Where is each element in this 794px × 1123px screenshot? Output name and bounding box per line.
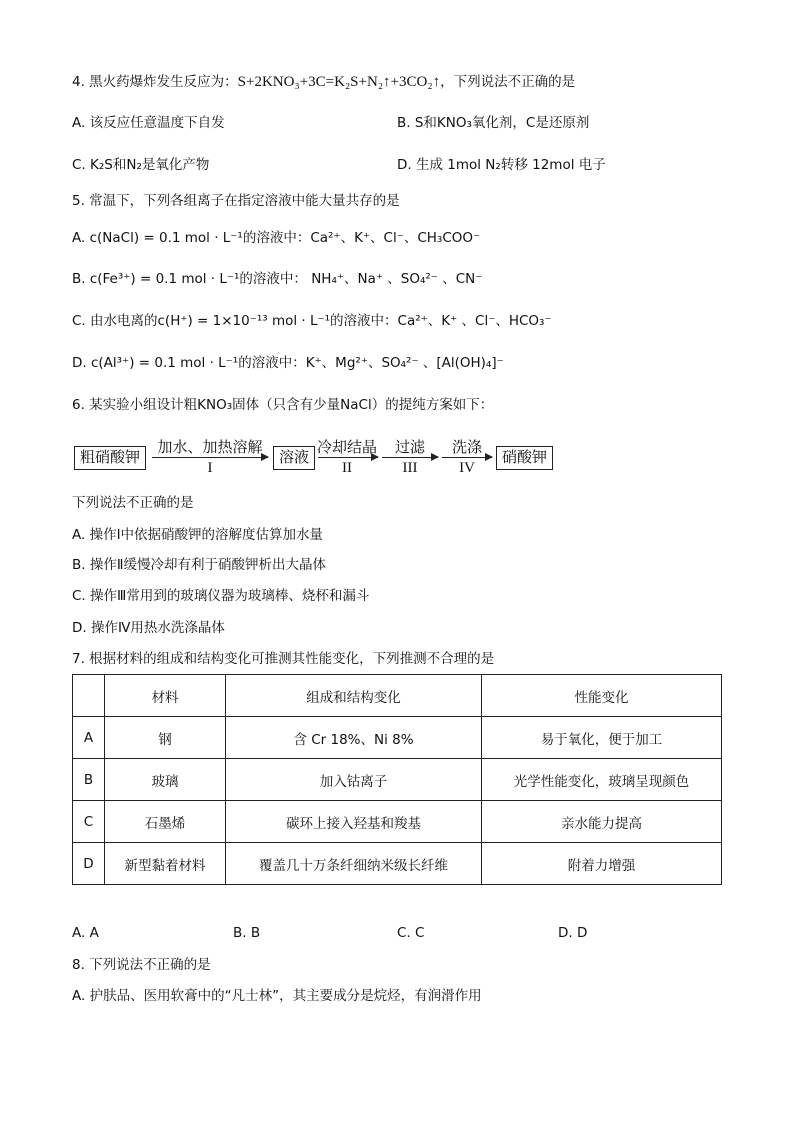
table-cell: 覆盖几十万条纤细纳米级长纤维 xyxy=(226,843,482,885)
flow-step2-number: II xyxy=(342,460,352,476)
table-cell: 玻璃 xyxy=(105,759,226,801)
q4-stem-prefix: 4. 黑火药爆炸发生反应为： xyxy=(72,74,238,90)
q5-option-c: C. 由水电离的c(H⁺) = 1×10⁻¹³ mol · L⁻¹的溶液中：Ca²⁺、K⁺ 、Cl⁻、HCO₃⁻ xyxy=(72,313,552,329)
q8-option-a: A. 护肤品、医用软膏中的“凡士林”，其主要成分是烷烃，有润滑作用 xyxy=(72,988,482,1004)
question-4-stem xyxy=(72,72,575,92)
table-cell: 钢 xyxy=(105,717,226,759)
table-header-cell: 材料 xyxy=(105,675,226,717)
q4-option-b: B. S和KNO₃氧化剂，C是还原剂 xyxy=(397,115,590,131)
table-row xyxy=(73,801,722,843)
q6-option-a: A. 操作Ⅰ中依据硝酸钾的溶解度估算加水量 xyxy=(72,527,324,543)
table-cell: 光学性能变化，玻璃呈现颜色 xyxy=(482,759,722,801)
question-6-stem: 6. 某实验小组设计粗KNO₃固体（只含有少量NaCl）的提纯方案如下： xyxy=(72,397,494,413)
table-header-cell: 性能变化 xyxy=(482,675,722,717)
question-8-stem: 8. 下列说法不正确的是 xyxy=(72,957,211,973)
flow-step1-label: 加水、加热溶解 xyxy=(157,440,263,456)
q6-option-d: D. 操作Ⅳ用热水洗涤晶体 xyxy=(72,620,225,636)
table-cell: A xyxy=(73,717,105,759)
flow-step4-number: IV xyxy=(459,460,475,476)
q4-equation: S+2KNO₃+3C=K₂S+N₂↑+3CO₂↑ xyxy=(237,74,441,90)
q7-option-a: A. A xyxy=(72,925,99,941)
table-cell: C xyxy=(73,801,105,843)
flow-step3-number: III xyxy=(402,460,418,476)
flow-step3-label: 过滤 xyxy=(394,440,425,456)
table-cell: 加入钴离子 xyxy=(226,759,482,801)
table-cell: D xyxy=(73,843,105,885)
q7-option-d: D. D xyxy=(558,925,588,941)
table-cell: 亲水能力提高 xyxy=(482,801,722,843)
q7-option-b: B. B xyxy=(233,925,261,941)
q6-prompt: 下列说法不正确的是 xyxy=(72,495,194,511)
flow-end-box: 硝酸钾 xyxy=(496,446,553,470)
flow-step4-label: 洗涤 xyxy=(451,440,482,456)
flow-arrow-1 xyxy=(152,457,268,458)
question-5-stem: 5. 常温下，下列各组离子在指定溶液中能大量共存的是 xyxy=(72,193,400,209)
flow-arrow-2 xyxy=(318,457,378,458)
process-flow-diagram xyxy=(72,436,562,482)
q4-stem-suffix: ，下列说法不正确的是 xyxy=(440,74,576,90)
q6-option-b: B. 操作Ⅱ缓慢冷却有利于硝酸钾析出大晶体 xyxy=(72,557,326,573)
flow-step1-number: I xyxy=(207,460,213,476)
table-cell: 易于氧化，便于加工 xyxy=(482,717,722,759)
flow-mid-box: 溶液 xyxy=(273,446,315,470)
table-cell: 附着力增强 xyxy=(482,843,722,885)
flow-step2-label: 冷却结晶 xyxy=(316,440,377,456)
q7-option-c: C. C xyxy=(397,925,425,941)
table-row xyxy=(73,717,722,759)
q5-option-a: A. c(NaCl) = 0.1 mol · L⁻¹的溶液中：Ca²⁺、K⁺、Cl⁻、CH₃COO⁻ xyxy=(72,230,481,246)
flow-start-box: 粗硝酸钾 xyxy=(74,446,146,470)
table-cell: 新型黏着材料 xyxy=(105,843,226,885)
q6-option-c: C. 操作Ⅲ常用到的玻璃仪器为玻璃棒、烧杯和漏斗 xyxy=(72,588,370,604)
flow-arrow-3 xyxy=(382,457,438,458)
q4-option-c: C. K₂S和N₂是氧化产物 xyxy=(72,157,210,173)
q4-option-a: A. 该反应任意温度下自发 xyxy=(72,115,225,131)
table-row xyxy=(73,759,722,801)
q5-option-d: D. c(Al³⁺) = 0.1 mol · L⁻¹的溶液中：K⁺、Mg²⁺、SO₄²⁻ 、[Al(OH)₄]⁻ xyxy=(72,355,504,371)
table-cell: 碳环上接入羟基和羧基 xyxy=(226,801,482,843)
materials-table xyxy=(72,674,722,885)
question-7-stem: 7. 根据材料的组成和结构变化可推测其性能变化，下列推测不合理的是 xyxy=(72,651,495,667)
flow-arrow-4 xyxy=(442,457,492,458)
table-cell: 含 Cr 18%、Ni 8% xyxy=(226,717,482,759)
table-header-cell: 组成和结构变化 xyxy=(226,675,482,717)
table-cell: B xyxy=(73,759,105,801)
table-cell: 石墨烯 xyxy=(105,801,226,843)
q5-option-b: B. c(Fe³⁺) = 0.1 mol · L⁻¹的溶液中： NH₄⁺、Na⁺ 、SO₄²⁻ 、CN⁻ xyxy=(72,271,483,287)
q4-option-d: D. 生成 1mol N₂转移 12mol 电子 xyxy=(397,157,606,173)
table-row xyxy=(73,843,722,885)
table-header-row xyxy=(73,675,722,717)
table-header-cell xyxy=(73,675,105,717)
